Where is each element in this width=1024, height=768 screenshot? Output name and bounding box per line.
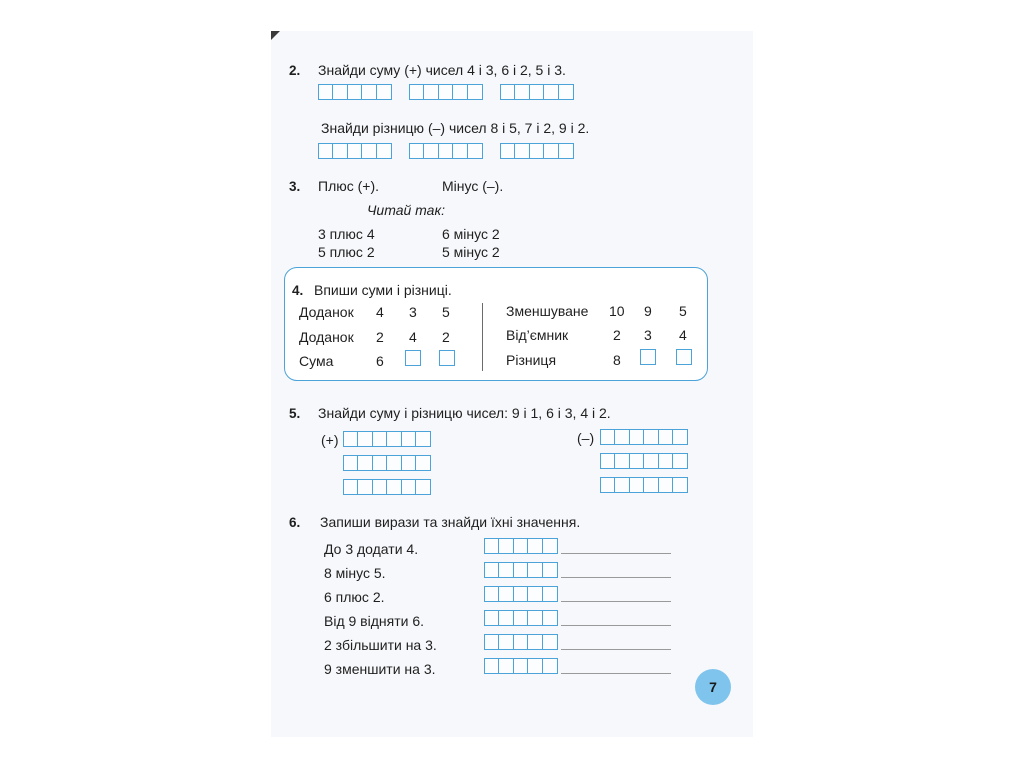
table-value: 9 — [644, 303, 652, 319]
plus-label: Плюс (+). — [318, 178, 380, 194]
answer-boxes[interactable] — [600, 477, 686, 493]
table-value: 2 — [376, 329, 384, 345]
expression-prompt: До 3 додати 4. — [324, 541, 419, 557]
expression-prompt: 9 зменшити на 3. — [324, 661, 436, 677]
answer-boxes[interactable] — [484, 538, 556, 554]
task4-number: 4. — [292, 283, 304, 298]
table-value: 10 — [609, 303, 625, 319]
answer-boxes[interactable] — [500, 84, 572, 100]
answer-boxes[interactable] — [318, 143, 390, 159]
reading-example: 3 плюс 4 — [318, 226, 375, 242]
task5-text: Знайди суму і різницю чисел: 9 і 1, 6 і 3, 4 і 2. — [318, 405, 611, 421]
sum-answer-box[interactable] — [405, 350, 421, 366]
difference-label: Різниця — [506, 352, 557, 368]
answer-line[interactable] — [561, 577, 671, 578]
subtrahend-label: Від’ємник — [506, 327, 569, 343]
answer-boxes[interactable] — [318, 84, 390, 100]
answer-boxes[interactable] — [500, 143, 572, 159]
answer-boxes[interactable] — [484, 562, 556, 578]
answer-line[interactable] — [561, 673, 671, 674]
task4-title: Впиши суми і різниці. — [314, 282, 452, 298]
expression-prompt: 2 збільшити на 3. — [324, 637, 437, 653]
table-value: 4 — [409, 329, 417, 345]
table-value: 2 — [613, 327, 621, 343]
answer-boxes[interactable] — [484, 586, 556, 602]
table-value: 6 — [376, 353, 384, 369]
answer-boxes[interactable] — [343, 431, 429, 447]
answer-boxes[interactable] — [409, 143, 481, 159]
page-number-badge: 7 — [695, 669, 731, 705]
task6-text: Запиши вирази та знайди їхні значення. — [320, 514, 581, 530]
answer-boxes[interactable] — [484, 634, 556, 650]
table-value: 5 — [679, 303, 687, 319]
table-value: 5 — [442, 304, 450, 320]
read-as-label: Читай так: — [367, 202, 445, 218]
task2-line2: Знайди різницю (–) чисел 8 і 5, 7 і 2, 9 і 2. — [321, 120, 590, 136]
answer-boxes[interactable] — [343, 455, 429, 471]
task2-line1: Знайди суму (+) чисел 4 і 3, 6 і 2, 5 і 3. — [318, 62, 566, 78]
answer-line[interactable] — [561, 601, 671, 602]
task2-number: 2. — [289, 63, 301, 78]
answer-line[interactable] — [561, 625, 671, 626]
task6-number: 6. — [289, 515, 301, 530]
answer-boxes[interactable] — [484, 610, 556, 626]
plus-sign-label: (+) — [321, 432, 339, 448]
expression-prompt: 6 плюс 2. — [324, 589, 385, 605]
answer-line[interactable] — [561, 553, 671, 554]
sum-answer-box[interactable] — [439, 350, 455, 366]
answer-boxes[interactable] — [600, 429, 686, 445]
sum-label: Сума — [299, 353, 334, 369]
reading-example: 5 мінус 2 — [442, 244, 500, 260]
task5-number: 5. — [289, 406, 301, 421]
task3-number: 3. — [289, 179, 301, 194]
table-value: 3 — [409, 304, 417, 320]
expression-prompt: 8 мінус 5. — [324, 565, 386, 581]
table-value: 8 — [613, 352, 621, 368]
table-value: 2 — [442, 329, 450, 345]
difference-answer-box[interactable] — [640, 349, 656, 365]
answer-boxes[interactable] — [600, 453, 686, 469]
table-value: 4 — [376, 304, 384, 320]
expression-prompt: Від 9 відняти 6. — [324, 613, 425, 629]
reading-example: 6 мінус 2 — [442, 226, 500, 242]
addend-label: Доданок — [299, 304, 354, 320]
answer-boxes[interactable] — [484, 658, 556, 674]
addend-label: Доданок — [299, 329, 354, 345]
workbook-page — [271, 31, 753, 737]
minuend-label: Зменшуване — [506, 303, 589, 319]
difference-answer-box[interactable] — [676, 349, 692, 365]
table-value: 3 — [644, 327, 652, 343]
minus-label: Мінус (–). — [442, 178, 504, 194]
reading-example: 5 плюс 2 — [318, 244, 375, 260]
table-value: 4 — [679, 327, 687, 343]
table-divider — [482, 303, 483, 371]
answer-line[interactable] — [561, 649, 671, 650]
minus-sign-label: (–) — [577, 430, 595, 446]
page-corner — [271, 31, 280, 40]
answer-boxes[interactable] — [343, 479, 429, 495]
answer-boxes[interactable] — [409, 84, 481, 100]
